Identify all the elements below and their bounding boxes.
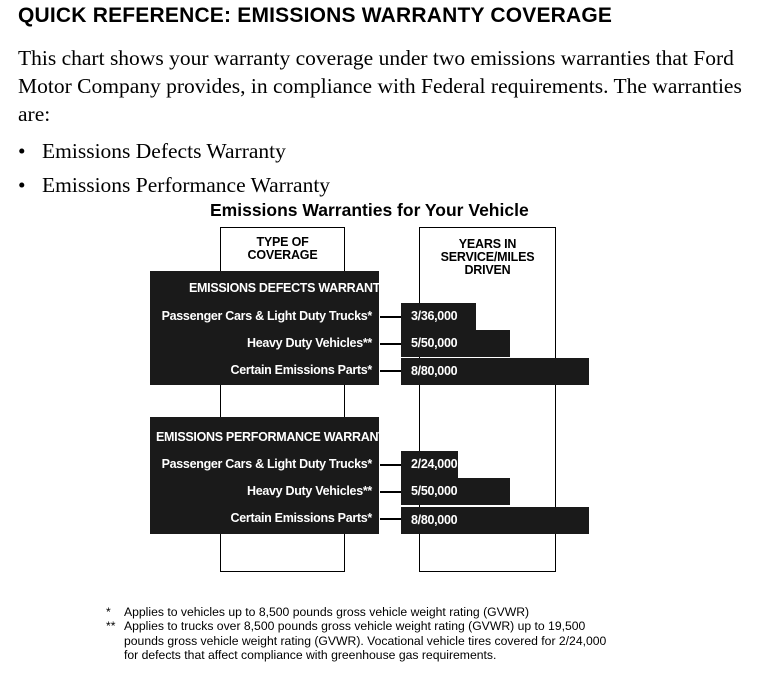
defects-warranty-title: EMISSIONS DEFECTS WARRANTY	[189, 281, 389, 295]
footnote-single-asterisk	[106, 605, 606, 619]
leader-line	[380, 343, 401, 345]
row-label: Certain Emissions Parts*	[230, 511, 372, 525]
footnote-double-asterisk	[106, 619, 606, 662]
bullet-icon: •	[18, 173, 26, 197]
list-item	[18, 134, 330, 168]
list-item-text: Emissions Performance Warranty	[42, 173, 331, 197]
leader-line	[380, 316, 401, 318]
list-item-text: Emissions Defects Warranty	[42, 139, 286, 163]
coverage-bar: 2/24,000	[401, 451, 458, 478]
coverage-column-header: TYPE OF COVERAGE	[247, 235, 318, 262]
row-label: Certain Emissions Parts*	[230, 363, 372, 377]
leader-line	[380, 370, 401, 372]
coverage-bar: 5/50,000	[401, 478, 510, 505]
performance-warranty-title: EMISSIONS PERFORMANCE WARRANTY	[156, 430, 394, 444]
warranty-list	[18, 134, 330, 202]
row-label: Passenger Cars & Light Duty Trucks*	[161, 309, 372, 323]
leader-line	[380, 491, 401, 493]
coverage-bar: 8/80,000	[401, 358, 589, 385]
footnote-mark: *	[106, 605, 111, 619]
footnotes	[106, 605, 606, 663]
footnote-line: for defects that affect compliance with greenhouse gas requirements.	[124, 648, 497, 663]
footnote-mark: **	[106, 619, 116, 634]
leader-line	[380, 464, 401, 466]
section-heading: QUICK REFERENCE: EMISSIONS WARRANTY COVERAGE	[18, 4, 613, 27]
coverage-bar: 3/36,000	[401, 303, 476, 330]
row-label: Passenger Cars & Light Duty Trucks*	[161, 457, 372, 471]
bullet-icon: •	[18, 139, 26, 163]
leader-line	[380, 518, 401, 520]
list-item	[18, 168, 330, 202]
chart-title: Emissions Warranties for Your Vehicle	[210, 200, 529, 220]
coverage-bar: 8/80,000	[401, 507, 589, 534]
footnote-line: Applies to trucks over 8,500 pounds gross vehicle weight rating (GVWR) up to 19,500	[124, 619, 586, 634]
row-label: Heavy Duty Vehicles**	[246, 484, 372, 498]
footnote-line: Applies to vehicles up to 8,500 pounds gross vehicle weight rating (GVWR)	[124, 605, 530, 619]
row-label: Heavy Duty Vehicles**	[246, 336, 372, 350]
footnote-line: pounds gross vehicle weight rating (GVWR). Vocational vehicle tires covered for 2/24,000	[124, 633, 607, 648]
coverage-bar: 5/50,000	[401, 330, 510, 357]
duration-column-header: YEARS IN SERVICE/MILES DRIVEN	[440, 237, 535, 277]
intro-paragraph: This chart shows your warranty coverage under two emissions warranties that Ford Motor Company provides, in compliance with Federal requirements. The warranties are:	[18, 46, 742, 126]
